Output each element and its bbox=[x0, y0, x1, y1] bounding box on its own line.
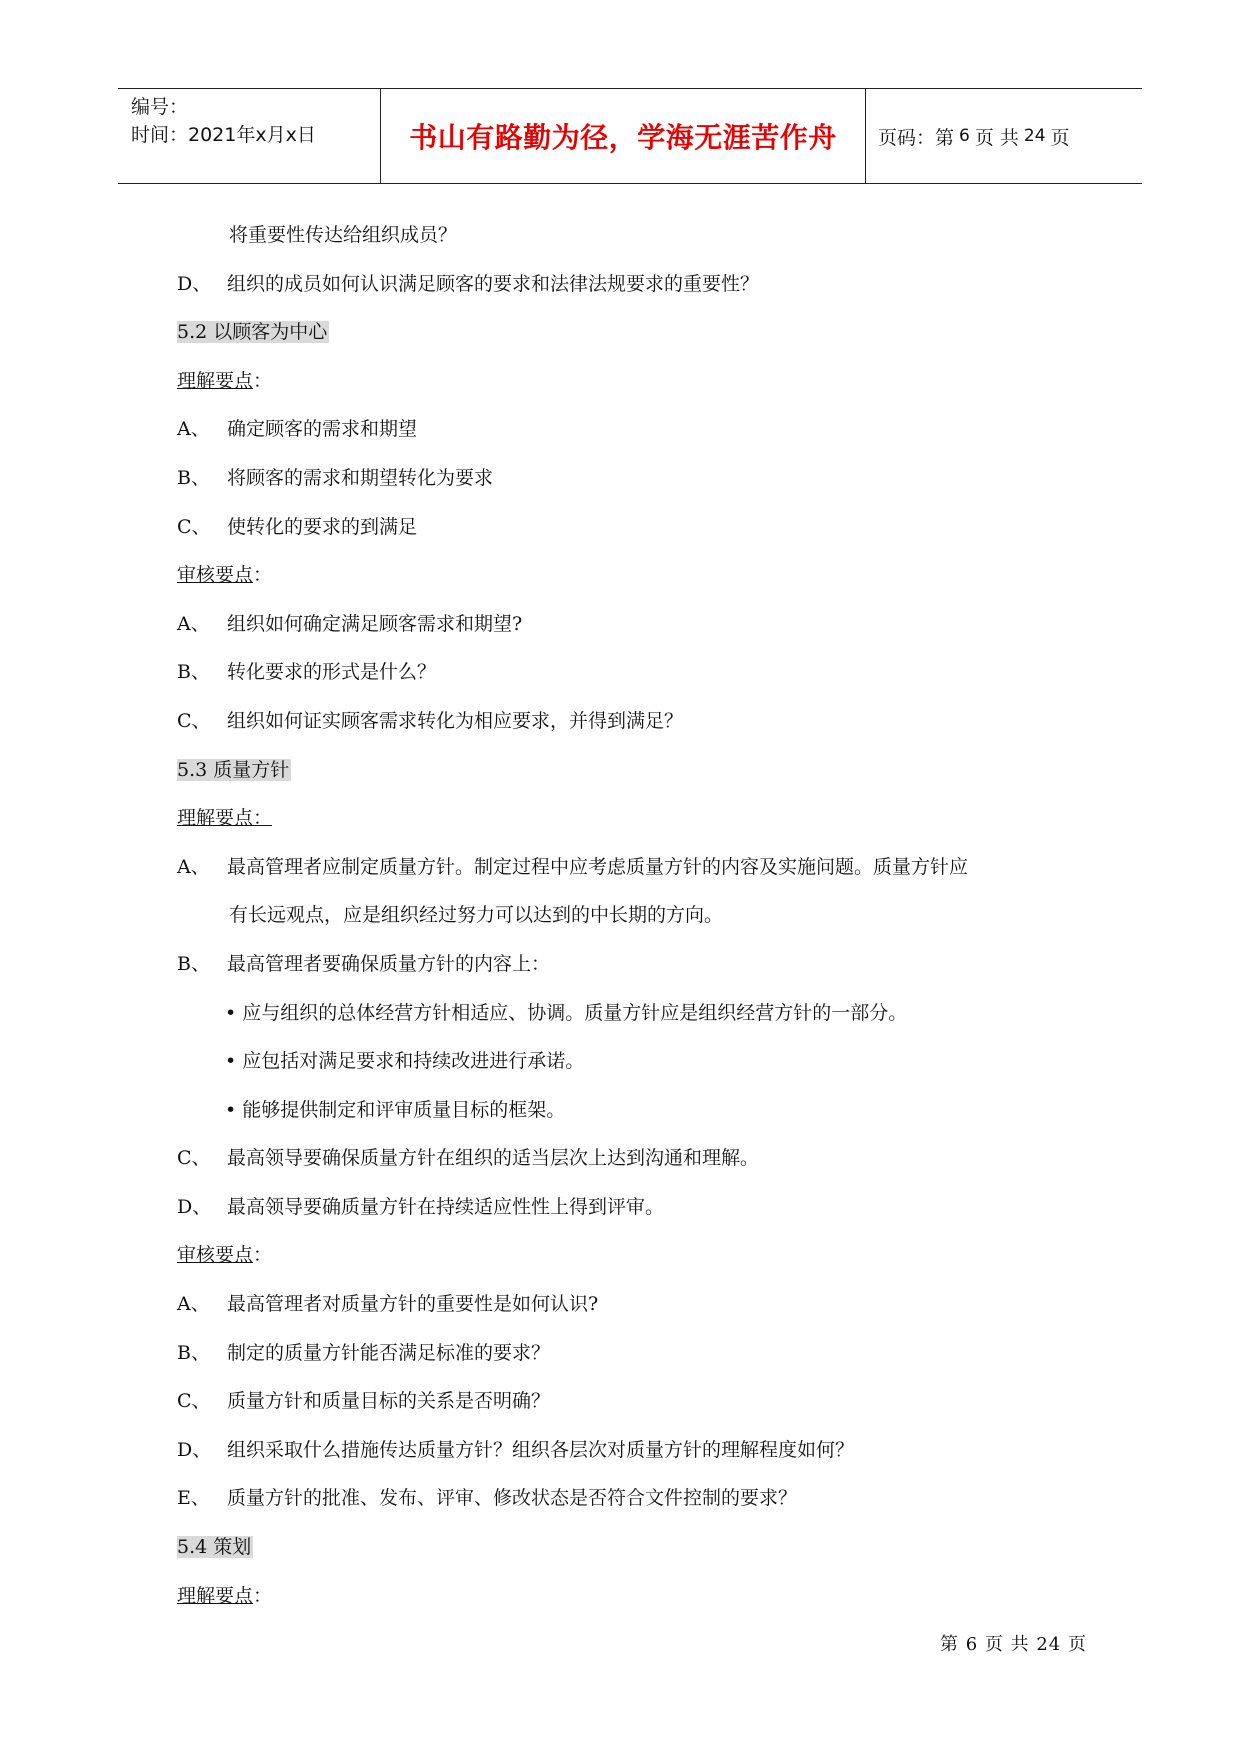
list-item bbox=[177, 1426, 1097, 1475]
paragraph-line: 将重要性传达给组织成员？ bbox=[229, 224, 458, 246]
list-marker: C、 bbox=[177, 709, 211, 732]
list-item bbox=[177, 1134, 1097, 1183]
list-item bbox=[177, 843, 1097, 892]
list-marker: D、 bbox=[177, 1195, 212, 1218]
section-title: 5.3 质量方针 bbox=[177, 758, 290, 781]
page-label-prefix: 页码：第 bbox=[878, 126, 955, 149]
list-item bbox=[177, 1280, 1097, 1329]
list-item-text: 使转化的要求的到满足 bbox=[227, 515, 418, 538]
page-total: 24 bbox=[1023, 126, 1046, 146]
list-marker: B、 bbox=[177, 1341, 210, 1364]
list-item bbox=[177, 1329, 1097, 1378]
page-label-suffix: 页 bbox=[1050, 126, 1070, 149]
header-page-number bbox=[866, 89, 1142, 183]
subheading bbox=[177, 357, 1097, 406]
list-item-text: 将顾客的需求和期望转化为要求 bbox=[227, 466, 494, 489]
list-item-text: 最高领导要确质量方针在持续适应性性上得到评审。 bbox=[227, 1195, 665, 1218]
list-item bbox=[177, 648, 1097, 697]
subheading-colon: ： bbox=[253, 1244, 273, 1267]
list-marker: E、 bbox=[177, 1487, 210, 1510]
list-marker: A、 bbox=[177, 612, 210, 635]
list-marker: A、 bbox=[177, 855, 210, 878]
list-item-text: 转化要求的形式是什么？ bbox=[227, 661, 437, 684]
list-item bbox=[177, 600, 1097, 649]
header-left bbox=[118, 89, 380, 183]
section-title: 5.2 以顾客为中心 bbox=[177, 321, 328, 344]
bullet-item: • 应与组织的总体经营方针相适应、协调。质量方针应是组织经营方针的一部分。 bbox=[225, 1001, 908, 1024]
list-item bbox=[177, 1377, 1097, 1426]
section-heading bbox=[177, 1523, 1097, 1572]
list-item bbox=[177, 405, 1097, 454]
list-item-text: 组织如何证实顾客需求转化为相应要求，并得到满足？ bbox=[227, 709, 684, 732]
list-item bbox=[177, 503, 1097, 552]
list-item-text: 最高管理者对质量方针的重要性是如何认识? bbox=[227, 1293, 599, 1316]
subheading-text: 审核要点 bbox=[177, 1244, 254, 1267]
document-body bbox=[177, 211, 1097, 1620]
section-heading bbox=[177, 746, 1097, 795]
subheading bbox=[177, 1231, 1097, 1280]
list-item-continuation: 有长远观点，应是组织经过努力可以达到的中长期的方向。 bbox=[229, 904, 724, 927]
list-marker: B、 bbox=[177, 661, 210, 684]
list-item bbox=[177, 1183, 1097, 1232]
list-item-text: 质量方针和质量目标的关系是否明确？ bbox=[227, 1390, 551, 1413]
subheading bbox=[177, 551, 1097, 600]
list-item-text: 确定顾客的需求和期望 bbox=[227, 418, 418, 441]
document-time: 时间：2021年x月x日 bbox=[131, 124, 316, 146]
list-marker: D、 bbox=[177, 272, 212, 295]
subheading-text: 理解要点： bbox=[177, 807, 273, 830]
list-item-text: 最高管理者应制定质量方针。制定过程中应考虑质量方针的内容及实施问题。质量方针应 bbox=[227, 855, 969, 878]
subheading bbox=[177, 794, 1097, 843]
list-item-text: 组织如何确定满足顾客需求和期望? bbox=[227, 612, 523, 635]
list-item bbox=[177, 697, 1097, 746]
subheading-text: 审核要点 bbox=[177, 564, 254, 587]
list-marker: A、 bbox=[177, 1293, 210, 1316]
subheading-colon: ： bbox=[253, 1584, 273, 1607]
page-label-mid: 页 共 bbox=[974, 126, 1019, 149]
document-number-label: 编号： bbox=[131, 96, 189, 118]
motto-text: 书山有路勤为径，学海无涯苦作舟 bbox=[409, 121, 837, 154]
header-motto-cell bbox=[380, 89, 866, 183]
list-marker: B、 bbox=[177, 466, 210, 489]
subheading-text: 理解要点 bbox=[177, 369, 254, 392]
section-title: 5.4 策划 bbox=[177, 1536, 252, 1559]
list-marker: C、 bbox=[177, 515, 211, 538]
page-footer: 第 6 页 共 24 页 bbox=[940, 1634, 1087, 1655]
list-marker: C、 bbox=[177, 1390, 211, 1413]
list-item-text: 质量方针的批准、发布、评审、修改状态是否符合文件控制的要求？ bbox=[227, 1487, 798, 1510]
list-item-text: 组织采取什么措施传达质量方针？组织各层次对质量方针的理解程度如何？ bbox=[227, 1438, 855, 1461]
bullet-item: • 应包括对满足要求和持续改进进行承诺。 bbox=[225, 1050, 585, 1073]
subheading-text: 理解要点 bbox=[177, 1584, 254, 1607]
list-item bbox=[177, 260, 1097, 309]
list-item-text: 最高管理者要确保质量方针的内容上： bbox=[227, 952, 551, 975]
list-item bbox=[177, 940, 1097, 989]
section-heading bbox=[177, 308, 1097, 357]
list-marker: C、 bbox=[177, 1147, 211, 1170]
list-marker: D、 bbox=[177, 1438, 212, 1461]
list-item bbox=[177, 1474, 1097, 1523]
page-header bbox=[118, 88, 1142, 184]
bullet-item: • 能够提供制定和评审质量目标的框架。 bbox=[225, 1098, 566, 1121]
list-marker: A、 bbox=[177, 418, 210, 441]
subheading-colon: ： bbox=[253, 369, 273, 392]
page-current: 6 bbox=[959, 126, 970, 146]
list-item bbox=[177, 454, 1097, 503]
list-item-text: 制定的质量方针能否满足标准的要求？ bbox=[227, 1341, 551, 1364]
list-item-text: 最高领导要确保质量方针在组织的适当层次上达到沟通和理解。 bbox=[227, 1147, 760, 1170]
subheading bbox=[177, 1572, 1097, 1621]
subheading-colon: ： bbox=[253, 564, 273, 587]
list-marker: B、 bbox=[177, 952, 210, 975]
list-item-text: 组织的成员如何认识满足顾客的要求和法律法规要求的重要性？ bbox=[227, 272, 760, 295]
